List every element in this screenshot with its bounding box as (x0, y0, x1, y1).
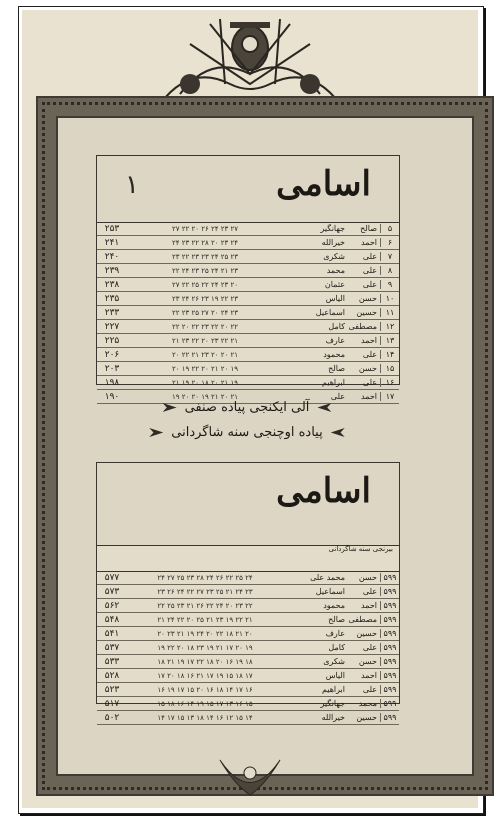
scores-cell: ۲۳ ۲۲ ۲۳ ۲۳ ۲۴ ۲۵ ۲۳ (172, 252, 238, 261)
rank-cell: علی (362, 685, 377, 694)
name-cell: ابراهیم (321, 378, 345, 387)
rank-cell: احمد (361, 601, 377, 610)
total-cell: ۵۱۷ (104, 698, 120, 709)
scores-cell: ۱۵ ۱۸ ۱۶ ۱۴ ۱۹ ۱۵ ۱۷ ۱۳ ۱۶ ۱۵ (157, 699, 253, 708)
table-row (97, 278, 399, 292)
scores-cell: ۲۳ ۲۴ ۲۶ ۲۳ ۱۹ ۲۲ ۲۳ (172, 294, 238, 303)
bottom-table-subheader (97, 545, 399, 572)
name-cell: اسماعیل (315, 587, 345, 596)
total-cell: ۵۳۷ (104, 642, 120, 653)
name-cell: صالح (328, 615, 345, 624)
rank-cell: مصطفی (348, 615, 377, 624)
index-cell: ۸ (380, 266, 399, 275)
total-cell: ۵۳۳ (104, 656, 120, 667)
rank-cell: علی (362, 643, 377, 652)
index-cell: ۹ (380, 280, 399, 289)
table-row (97, 362, 399, 376)
index-cell: ۵۹۹ (380, 713, 399, 722)
index-cell: ۱۵ (380, 364, 399, 373)
total-cell: ۵۴۱ (104, 628, 120, 639)
index-cell: ۵۹۹ (380, 685, 399, 694)
class-heading (96, 390, 398, 456)
table-row (97, 250, 399, 264)
index-cell: ۱۱ (380, 308, 399, 317)
top-grade-table (96, 155, 400, 402)
scores-cell: ۱۹ ۲۲ ۲۰ ۱۸ ۲۳ ۱۹ ۲۱ ۱۷ ۲۰ ۱۹ (157, 643, 253, 652)
index-cell: ۵۹۹ (380, 657, 399, 666)
table-row (97, 627, 399, 641)
name-cell: محمود (323, 601, 345, 610)
index-cell: ۵۹۹ (380, 615, 399, 624)
scores-cell: ۱۹ ۲۰ ۲۰ ۱۹ ۲۱ ۲۰ ۲۱ (172, 392, 238, 401)
name-cell: جهانگیر (320, 224, 345, 233)
scores-cell: ۲۱ ۲۴ ۲۲ ۲۰ ۲۵ ۲۱ ۲۳ ۱۹ ۲۲ ۲۱ (157, 615, 253, 624)
rank-cell: احمد (361, 336, 377, 345)
scores-cell: ۲۷ ۲۲ ۲۵ ۲۲ ۲۴ ۲۳ ۲۰ (172, 280, 238, 289)
table-row (97, 613, 399, 627)
name-cell: الیاس (325, 294, 345, 303)
table-row (97, 348, 399, 362)
name-cell: شکری (323, 252, 345, 261)
table-row (97, 711, 399, 725)
scores-cell: ۱۸ ۲۱ ۱۹ ۱۷ ۲۲ ۱۸ ۲۰ ۱۶ ۱۹ ۱۸ (157, 657, 253, 666)
rank-cell: حسن (358, 657, 377, 666)
name-cell: خیرالله (321, 238, 345, 247)
total-cell: ۵۷۳ (104, 586, 120, 597)
total-cell: ۲۳۹ (104, 265, 120, 276)
index-cell: ۱۴ (380, 350, 399, 359)
rank-cell: حسین (356, 713, 377, 722)
index-cell: ۵۹۹ (380, 629, 399, 638)
table-row (97, 683, 399, 697)
index-cell: ۵۹۹ (380, 573, 399, 582)
banner-right-icon (163, 403, 177, 412)
table-row (97, 655, 399, 669)
total-cell: ۲۲۵ (104, 335, 120, 346)
rank-cell: احمد (361, 392, 377, 401)
total-cell: ۲۳۵ (104, 293, 120, 304)
total-cell: ۲۴۱ (104, 237, 120, 248)
index-cell: ۱۰ (380, 294, 399, 303)
total-cell: ۲۳۳ (104, 307, 120, 318)
scores-cell: ۲۲ ۲۳ ۲۵ ۲۷ ۲۰ ۲۴ ۲۳ (172, 308, 238, 317)
index-cell: ۵۹۹ (380, 601, 399, 610)
rank-cell: احمد (361, 671, 377, 680)
table-row (97, 320, 399, 334)
rank-cell: حسن (358, 294, 377, 303)
total-cell: ۵۰۲ (104, 712, 120, 723)
index-cell: ۵ (380, 224, 399, 233)
table-row (97, 222, 399, 236)
rank-cell: علی (362, 587, 377, 596)
name-cell: محمد (326, 266, 345, 275)
scores-cell: ۲۰ ۱۹ ۲۲ ۲۰ ۲۱ ۲۰ ۱۹ (172, 364, 238, 373)
index-cell: ۵۹۹ (380, 587, 399, 596)
scores-cell: ۲۴ ۲۳ ۲۲ ۲۸ ۲۰ ۲۳ ۲۴ (172, 238, 238, 247)
scores-cell: ۲۲ ۲۰ ۲۲ ۲۳ ۲۲ ۲۰ ۲۲ (172, 322, 238, 331)
rank-cell: علی (362, 378, 377, 387)
total-cell: ۵۴۸ (104, 614, 120, 625)
rank-cell: علی (362, 266, 377, 275)
scores-cell: ۲۱ ۲۳ ۲۲ ۲۰ ۲۳ ۲۲ ۲۱ (172, 336, 238, 345)
subheader-text: بیرنجی سنه شاگردانی (328, 545, 393, 553)
scores-cell: ۲۴ ۲۷ ۲۵ ۲۳ ۲۸ ۲۴ ۲۶ ۲۲ ۲۵ ۲۴ (157, 573, 253, 582)
total-cell: ۵۶۲ (104, 600, 120, 611)
index-cell: ۶ (380, 238, 399, 247)
total-cell: ۲۳۸ (104, 279, 120, 290)
rank-cell: علی (362, 252, 377, 261)
heading-line-1: آلی ایکنجی پیاده صنفی (184, 400, 310, 415)
name-cell: خیرالله (321, 713, 345, 722)
top-table-rows (97, 222, 399, 404)
scores-cell: ۲۲ ۲۵ ۲۳ ۲۱ ۲۶ ۲۲ ۲۴ ۲۰ ۲۳ ۲۲ (157, 601, 253, 610)
banner-right-icon (149, 428, 163, 437)
rank-cell: مصطفی (348, 322, 377, 331)
table-row (97, 306, 399, 320)
scores-cell: ۲۰ ۲۳ ۲۱ ۱۹ ۲۴ ۲۰ ۲۲ ۱۸ ۲۱ ۲۰ (157, 629, 253, 638)
banner-left-icon (331, 428, 345, 437)
name-cell: محمد علی (310, 573, 345, 582)
rank-cell: احمد (361, 238, 377, 247)
scores-cell: ۲۷ ۲۲ ۲۰ ۲۶ ۲۴ ۲۳ ۲۷ (172, 224, 238, 233)
index-cell: ۱۳ (380, 336, 399, 345)
bottom-grade-table (96, 462, 400, 723)
table-row (97, 264, 399, 278)
total-cell: ۲۰۳ (104, 363, 120, 374)
bottom-ornament (215, 755, 285, 801)
total-cell: ۱۹۰ (104, 391, 120, 402)
total-cell: ۲۴۰ (104, 251, 120, 262)
imperial-crest-ornament (150, 14, 350, 110)
index-cell: ۵۹۹ (380, 643, 399, 652)
scores-cell: ۱۴ ۱۷ ۱۵ ۱۳ ۱۸ ۱۴ ۱۶ ۱۲ ۱۵ ۱۴ (157, 713, 253, 722)
name-cell: الیاس (325, 671, 345, 680)
scores-cell: ۱۷ ۲۰ ۱۸ ۱۶ ۲۱ ۱۷ ۱۹ ۱۵ ۱۸ ۱۷ (157, 671, 253, 680)
table-row (97, 376, 399, 390)
total-cell: ۲۲۷ (104, 321, 120, 332)
index-cell: ۱۶ (380, 378, 399, 387)
rank-cell: حسین (356, 629, 377, 638)
scores-cell: ۲۱ ۱۹ ۲۰ ۱۸ ۲۰ ۲۱ ۱۹ (172, 378, 238, 387)
index-cell: ۵۹۹ (380, 699, 399, 708)
rank-cell: حسن (358, 573, 377, 582)
top-table-header (97, 156, 399, 223)
index-cell: ۱۲ (380, 322, 399, 331)
table-row (97, 641, 399, 655)
table-row (97, 334, 399, 348)
bottom-table-header (97, 463, 399, 546)
total-cell: ۵۲۸ (104, 670, 120, 681)
rank-cell: صالح (360, 224, 377, 233)
table-row (97, 585, 399, 599)
name-cell: اسماعیل (315, 308, 345, 317)
name-cell: کامل (328, 322, 345, 331)
bottom-table-title: اسامی (276, 471, 371, 511)
heading-line-2: پیاده اوچنجی سنه شاگردانی (171, 425, 323, 440)
index-cell: ۱۷ (380, 392, 399, 401)
total-cell: ۵۷۷ (104, 572, 120, 583)
rank-cell: حسین (356, 308, 377, 317)
banner-left-icon (317, 403, 331, 412)
scores-cell: ۱۶ ۱۹ ۱۷ ۱۵ ۲۰ ۱۶ ۱۸ ۱۴ ۱۷ ۱۶ (157, 685, 253, 694)
bottom-table-rows (97, 571, 399, 725)
rank-cell: علی (362, 280, 377, 289)
name-cell: شکری (323, 657, 345, 666)
total-cell: ۵۲۳ (104, 684, 120, 695)
name-cell: کامل (328, 643, 345, 652)
table-row (97, 599, 399, 613)
name-cell: عثمان (324, 280, 345, 289)
table-row (97, 697, 399, 711)
rank-cell: محمد (358, 699, 377, 708)
scores-cell: ۲۳ ۲۶ ۲۴ ۲۲ ۲۷ ۲۳ ۲۵ ۲۱ ۲۴ ۲۳ (157, 587, 253, 596)
table-row (97, 669, 399, 683)
name-cell: محمود (323, 350, 345, 359)
name-cell: عارف (325, 336, 345, 345)
name-cell: صالح (328, 364, 345, 373)
table-row (97, 571, 399, 585)
table-row (97, 292, 399, 306)
total-cell: ۲۰۶ (104, 349, 120, 360)
total-cell: ۱۹۸ (104, 377, 120, 388)
name-cell: عارف (325, 629, 345, 638)
name-cell: جهانگیر (320, 699, 345, 708)
scores-cell: ۲۰ ۲۲ ۲۱ ۲۳ ۲۰ ۲۰ ۲۱ (172, 350, 238, 359)
total-cell: ۲۵۳ (104, 223, 120, 234)
page-number: ۱ (125, 170, 139, 200)
table-row (97, 236, 399, 250)
rank-cell: علی (362, 350, 377, 359)
index-cell: ۵۹۹ (380, 671, 399, 680)
index-cell: ۷ (380, 252, 399, 261)
scores-cell: ۲۲ ۲۴ ۲۳ ۲۵ ۲۴ ۲۱ ۲۳ (172, 266, 238, 275)
name-cell: ابراهیم (321, 685, 345, 694)
rank-cell: حسن (358, 364, 377, 373)
name-cell: علی (330, 392, 345, 401)
top-table-title: اسامی (276, 164, 371, 204)
